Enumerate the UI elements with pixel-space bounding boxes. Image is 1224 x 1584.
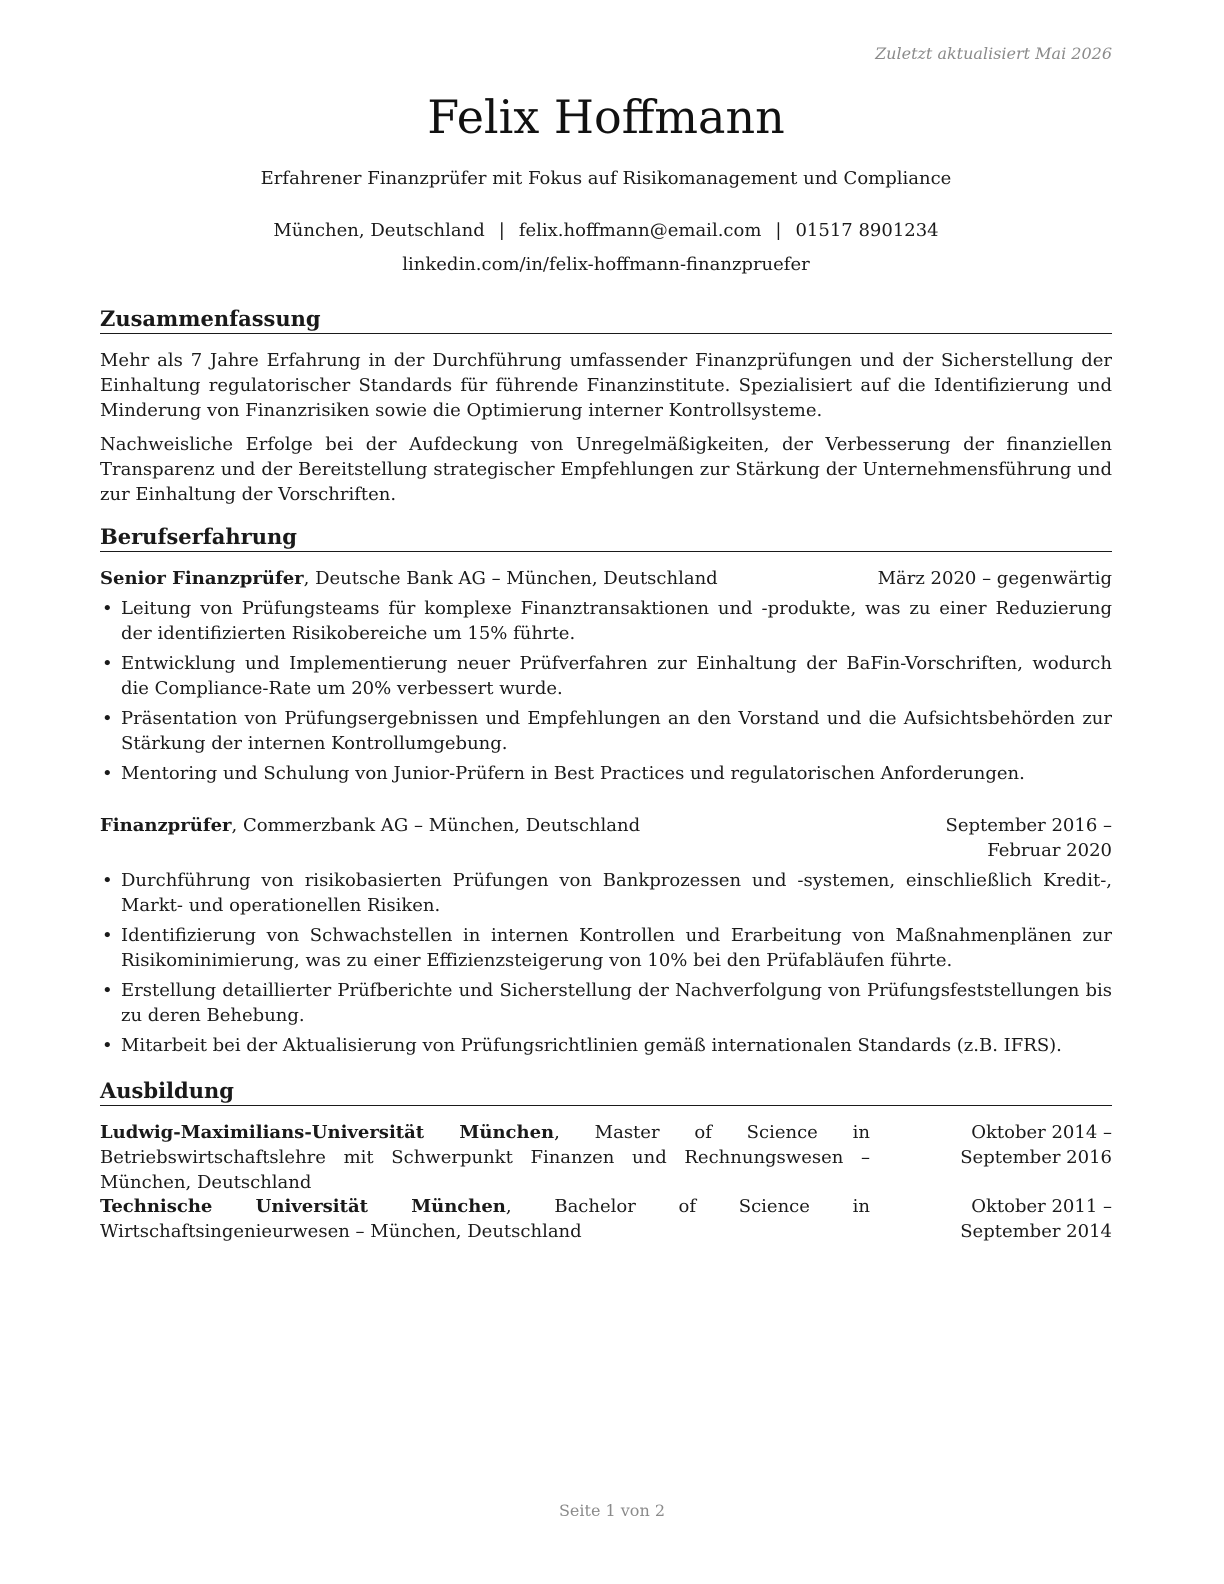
page-number: Seite 1 von 2 (558, 1501, 666, 1520)
last-updated: Zuletzt aktualisiert Mai 2026 (875, 44, 1112, 63)
section-heading-experience: Berufserfahrung (100, 523, 1112, 552)
list-item-text: Identifizierung von Schwachstellen in internen Kontrollen und Erarbeitung von Maßnahmenplänen zur Risikominimierung, was zu einer Effizienzsteigerung von 10% bei den Prüfabläufen führte. (121, 925, 1112, 971)
section-heading-summary: Zusammenfassung (100, 305, 1112, 334)
list-item (100, 1033, 1112, 1058)
job-org: , Deutsche Bank AG – München, Deutschland (303, 568, 718, 589)
contact-email[interactable]: felix.hoffmann@email.com (518, 220, 762, 241)
bullet-icon: • (102, 925, 113, 946)
bullet-icon: • (102, 653, 113, 674)
list-item (100, 706, 1112, 756)
list-item-text: Präsentation von Prüfungsergebnissen und Empfehlungen an den Vorstand und die Aufsichtsbehörden zur Stärkung der internen Kontrollumgebung. (121, 708, 1112, 754)
education-degree: , Bachelor of Science in Wirtschaftsingenieurwesen – München, Deutschland (100, 1196, 870, 1242)
job-title-org (100, 813, 640, 838)
list-item (100, 868, 1112, 918)
bullet-icon: • (102, 980, 113, 1001)
education-details (100, 1194, 870, 1244)
education-institution: Technische Universität München (100, 1196, 506, 1217)
job-bullets (100, 596, 1112, 791)
contact-line (100, 219, 1112, 243)
linkedin-link[interactable]: linkedin.com/in/felix-hoffmann-finanzpruefer (402, 254, 810, 275)
education-date: Oktober 2014 – September 2016 (960, 1122, 1112, 1168)
candidate-name: Felix Hoffmann (427, 90, 785, 144)
bullet-icon: • (102, 708, 113, 729)
candidate-tagline: Erfahrener Finanzprüfer mit Fokus auf Risikomanagement und Compliance (260, 168, 952, 189)
bullet-icon: • (102, 598, 113, 619)
list-item-text: Mentoring und Schulung von Junior-Prüfern in Best Practices und regulatorischen Anforderungen. (121, 763, 1025, 784)
job-bullets (100, 868, 1112, 1063)
list-item-text: Erstellung detaillierter Prüfberichte und Sicherstellung der Nachverfolgung von Prüfungsfeststellungen bis zu deren Behebung. (121, 980, 1112, 1026)
education-entry (100, 1120, 1112, 1195)
education-details (100, 1120, 870, 1195)
list-item (100, 761, 1112, 786)
bullet-icon: • (102, 1035, 113, 1056)
contact-phone: 01517 8901234 (795, 220, 939, 241)
education-date: Oktober 2011 – September 2014 (960, 1196, 1112, 1242)
education-institution: Ludwig-Maximilians-Universität München (100, 1122, 555, 1143)
summary-paragraph: Mehr als 7 Jahre Erfahrung in der Durchführung umfassender Finanzprüfungen und der Sicherstellung der Einhaltung regulatorischer Standards für führende Finanzinstitute. Spezialisiert auf die Identifizierung und Minderung von Finanzrisiken sowie die Optimierung interner Kontrollsysteme. (100, 350, 1112, 421)
resume-page (100, 0, 1112, 1584)
list-item-text: Mitarbeit bei der Aktualisierung von Prüfungsrichtlinien gemäß internationalen Standards (z.B. IFRS). (121, 1035, 1062, 1056)
education-entry (100, 1194, 1112, 1244)
job-title: Senior Finanzprüfer (100, 568, 304, 589)
job-title: Finanzprüfer (100, 815, 232, 836)
list-item (100, 596, 1112, 646)
list-item-text: Durchführung von risikobasierten Prüfungen von Bankprozessen und -systemen, einschließlich Kredit-, Markt- und operationellen Risiken. (121, 870, 1112, 916)
contact-location: München, Deutschland (273, 220, 485, 241)
contact-separator: | (775, 220, 782, 241)
job-date: September 2016 – Februar 2020 (945, 815, 1112, 861)
education-degree: , Master of Science in Betriebswirtschaftslehre mit Schwerpunkt Finanzen und Rechnungswesen – München, Deutschland (100, 1122, 870, 1193)
job-header (100, 566, 1112, 591)
job-header (100, 813, 1112, 863)
job-date: März 2020 – gegenwärtig (877, 568, 1112, 589)
summary-paragraph: Nachweisliche Erfolge bei der Aufdeckung von Unregelmäßigkeiten, der Verbesserung der finanziellen Transparenz und der Bereitstellung strategischer Empfehlungen zur Stärkung der Unternehmensführung und zur Einhaltung der Vorschriften. (100, 434, 1112, 505)
list-item-text: Entwicklung und Implementierung neuer Prüfverfahren zur Einhaltung der BaFin-Vorschriften, wodurch die Compliance-Rate um 20% verbessert wurde. (121, 653, 1112, 699)
contact-separator: | (498, 220, 505, 241)
list-item (100, 978, 1112, 1028)
bullet-icon: • (102, 870, 113, 891)
bullet-icon: • (102, 763, 113, 784)
list-item (100, 651, 1112, 701)
list-item-text: Leitung von Prüfungsteams für komplexe Finanztransaktionen und -produkte, was zu einer Reduzierung der identifizierten Risikobereiche um 15% führte. (121, 598, 1112, 644)
list-item (100, 923, 1112, 973)
job-title-org (100, 566, 718, 591)
section-heading-education: Ausbildung (100, 1077, 1112, 1106)
job-org: , Commerzbank AG – München, Deutschland (231, 815, 641, 836)
